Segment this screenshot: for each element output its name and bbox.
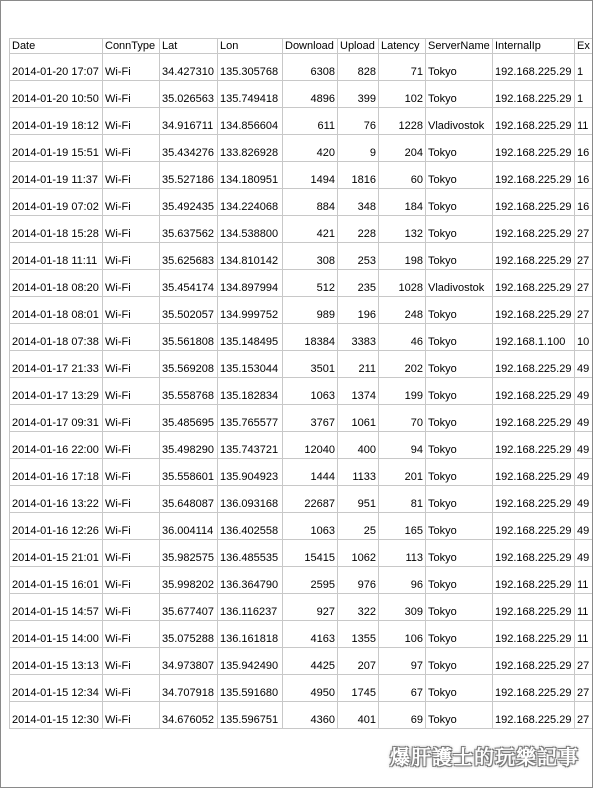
- date-cell[interactable]: 2014-01-18 15:28: [10, 216, 103, 243]
- date-cell[interactable]: 2014-01-16 12:26: [10, 513, 103, 540]
- conntype-cell[interactable]: Wi-Fi: [103, 297, 160, 324]
- date-cell[interactable]: 2014-01-17 21:33: [10, 351, 103, 378]
- servername-cell[interactable]: Tokyo: [426, 594, 493, 621]
- date-cell[interactable]: 2014-01-15 14:00: [10, 621, 103, 648]
- date-cell[interactable]: 2014-01-18 11:11: [10, 243, 103, 270]
- date-cell[interactable]: 2014-01-15 14:57: [10, 594, 103, 621]
- internalip-cell[interactable]: 192.168.225.29: [493, 54, 575, 81]
- lat-cell[interactable]: 34.707918: [160, 675, 218, 702]
- latency-cell[interactable]: 70: [379, 405, 426, 432]
- upload-cell[interactable]: 253: [338, 243, 379, 270]
- download-cell[interactable]: 3767: [283, 405, 338, 432]
- upload-cell[interactable]: 1374: [338, 378, 379, 405]
- internalip-cell[interactable]: 192.168.225.29: [493, 81, 575, 108]
- column-header-conntype[interactable]: ConnType: [103, 39, 160, 54]
- latency-cell[interactable]: 199: [379, 378, 426, 405]
- latency-cell[interactable]: 46: [379, 324, 426, 351]
- download-cell[interactable]: 4896: [283, 81, 338, 108]
- lon-cell[interactable]: 134.856604: [218, 108, 283, 135]
- download-cell[interactable]: 4163: [283, 621, 338, 648]
- lon-cell[interactable]: 134.999752: [218, 297, 283, 324]
- externalip-cell[interactable]: 49: [575, 378, 593, 405]
- download-cell[interactable]: 15415: [283, 540, 338, 567]
- internalip-cell[interactable]: 192.168.225.29: [493, 108, 575, 135]
- table-row: [10, 378, 593, 405]
- upload-cell[interactable]: 228: [338, 216, 379, 243]
- download-cell[interactable]: 22687: [283, 486, 338, 513]
- watermark: 爆肝護士的玩樂記事: [390, 745, 579, 769]
- externalip-cell[interactable]: 49: [575, 486, 593, 513]
- internalip-cell[interactable]: 192.168.225.29: [493, 405, 575, 432]
- table-row: [10, 108, 593, 135]
- conntype-cell[interactable]: Wi-Fi: [103, 378, 160, 405]
- upload-cell[interactable]: 207: [338, 648, 379, 675]
- column-header-upload[interactable]: Upload: [338, 39, 379, 54]
- upload-cell[interactable]: 9: [338, 135, 379, 162]
- conntype-cell[interactable]: Wi-Fi: [103, 108, 160, 135]
- download-cell[interactable]: 512: [283, 270, 338, 297]
- latency-cell[interactable]: 201: [379, 459, 426, 486]
- table-row: [10, 540, 593, 567]
- lon-cell[interactable]: 136.116237: [218, 594, 283, 621]
- latency-cell[interactable]: 96: [379, 567, 426, 594]
- internalip-cell[interactable]: 192.168.225.29: [493, 243, 575, 270]
- lon-cell[interactable]: 135.904923: [218, 459, 283, 486]
- column-header-servername[interactable]: ServerName: [426, 39, 493, 54]
- latency-cell[interactable]: 1028: [379, 270, 426, 297]
- download-cell[interactable]: 1063: [283, 378, 338, 405]
- servername-cell[interactable]: Tokyo: [426, 243, 493, 270]
- conntype-cell[interactable]: Wi-Fi: [103, 81, 160, 108]
- externalip-cell[interactable]: 11: [575, 567, 593, 594]
- upload-cell[interactable]: 1745: [338, 675, 379, 702]
- externalip-cell[interactable]: 49: [575, 540, 593, 567]
- lat-cell[interactable]: 34.427310: [160, 54, 218, 81]
- table-row: [10, 675, 593, 702]
- date-cell[interactable]: 2014-01-18 08:01: [10, 297, 103, 324]
- latency-cell[interactable]: 113: [379, 540, 426, 567]
- date-cell[interactable]: 2014-01-17 13:29: [10, 378, 103, 405]
- lat-cell[interactable]: 35.982575: [160, 540, 218, 567]
- externalip-cell[interactable]: 16: [575, 162, 593, 189]
- lon-cell[interactable]: 135.596751: [218, 702, 283, 729]
- internalip-cell[interactable]: 192.168.225.29: [493, 702, 575, 729]
- table-row: [10, 162, 593, 189]
- lon-cell[interactable]: 136.485535: [218, 540, 283, 567]
- lon-cell[interactable]: 135.743721: [218, 432, 283, 459]
- date-cell[interactable]: 2014-01-15 16:01: [10, 567, 103, 594]
- lon-cell[interactable]: 135.749418: [218, 81, 283, 108]
- internalip-cell[interactable]: 192.168.225.29: [493, 486, 575, 513]
- upload-cell[interactable]: 196: [338, 297, 379, 324]
- latency-cell[interactable]: 165: [379, 513, 426, 540]
- upload-cell[interactable]: 401: [338, 702, 379, 729]
- servername-cell[interactable]: Tokyo: [426, 81, 493, 108]
- externalip-cell[interactable]: 49: [575, 513, 593, 540]
- externalip-cell[interactable]: 27: [575, 675, 593, 702]
- conntype-cell[interactable]: Wi-Fi: [103, 135, 160, 162]
- download-cell[interactable]: 4950: [283, 675, 338, 702]
- servername-cell[interactable]: Tokyo: [426, 189, 493, 216]
- internalip-cell[interactable]: 192.168.225.29: [493, 135, 575, 162]
- lat-cell[interactable]: 35.561808: [160, 324, 218, 351]
- download-cell[interactable]: 2595: [283, 567, 338, 594]
- table-row: [10, 621, 593, 648]
- servername-cell[interactable]: Vladivostok: [426, 270, 493, 297]
- conntype-cell[interactable]: Wi-Fi: [103, 702, 160, 729]
- table-row: [10, 513, 593, 540]
- lat-cell[interactable]: 35.502057: [160, 297, 218, 324]
- lon-cell[interactable]: 135.148495: [218, 324, 283, 351]
- servername-cell[interactable]: Tokyo: [426, 324, 493, 351]
- date-cell[interactable]: 2014-01-19 15:51: [10, 135, 103, 162]
- externalip-cell[interactable]: 16: [575, 135, 593, 162]
- conntype-cell[interactable]: Wi-Fi: [103, 432, 160, 459]
- table-row: [10, 594, 593, 621]
- externalip-cell[interactable]: 11: [575, 594, 593, 621]
- lat-cell[interactable]: 35.998202: [160, 567, 218, 594]
- latency-cell[interactable]: 132: [379, 216, 426, 243]
- lat-cell[interactable]: 35.527186: [160, 162, 218, 189]
- lon-cell[interactable]: 135.182834: [218, 378, 283, 405]
- upload-cell[interactable]: 951: [338, 486, 379, 513]
- latency-cell[interactable]: 60: [379, 162, 426, 189]
- lat-cell[interactable]: 35.492435: [160, 189, 218, 216]
- conntype-cell[interactable]: Wi-Fi: [103, 216, 160, 243]
- externalip-cell[interactable]: 1: [575, 81, 593, 108]
- lat-cell[interactable]: 35.648087: [160, 486, 218, 513]
- externalip-cell[interactable]: 27: [575, 216, 593, 243]
- download-cell[interactable]: 421: [283, 216, 338, 243]
- lon-cell[interactable]: 135.765577: [218, 405, 283, 432]
- table-row: [10, 81, 593, 108]
- externalip-cell[interactable]: 16: [575, 189, 593, 216]
- servername-cell[interactable]: Tokyo: [426, 459, 493, 486]
- table-row: [10, 270, 593, 297]
- upload-cell[interactable]: 400: [338, 432, 379, 459]
- externalip-cell[interactable]: 11: [575, 108, 593, 135]
- lon-cell[interactable]: 135.305768: [218, 54, 283, 81]
- table-row: [10, 459, 593, 486]
- upload-cell[interactable]: 1816: [338, 162, 379, 189]
- download-cell[interactable]: 420: [283, 135, 338, 162]
- lon-cell[interactable]: 136.093168: [218, 486, 283, 513]
- externalip-cell[interactable]: 11: [575, 621, 593, 648]
- conntype-cell[interactable]: Wi-Fi: [103, 405, 160, 432]
- download-cell[interactable]: 884: [283, 189, 338, 216]
- externalip-cell[interactable]: 10: [575, 324, 593, 351]
- lat-cell[interactable]: 34.973807: [160, 648, 218, 675]
- servername-cell[interactable]: Tokyo: [426, 675, 493, 702]
- internalip-cell[interactable]: 192.168.225.29: [493, 189, 575, 216]
- upload-cell[interactable]: 3383: [338, 324, 379, 351]
- externalip-cell[interactable]: 49: [575, 459, 593, 486]
- internalip-cell[interactable]: 192.168.225.29: [493, 297, 575, 324]
- internalip-cell[interactable]: 192.168.225.29: [493, 270, 575, 297]
- conntype-cell[interactable]: Wi-Fi: [103, 243, 160, 270]
- internalip-cell[interactable]: 192.168.225.29: [493, 567, 575, 594]
- column-header-internalip[interactable]: InternalIp: [493, 39, 575, 54]
- column-header-date[interactable]: Date: [10, 39, 103, 54]
- internalip-cell[interactable]: 192.168.225.29: [493, 378, 575, 405]
- latency-cell[interactable]: 248: [379, 297, 426, 324]
- upload-cell[interactable]: 828: [338, 54, 379, 81]
- internalip-cell[interactable]: 192.168.225.29: [493, 648, 575, 675]
- date-cell[interactable]: 2014-01-19 18:12: [10, 108, 103, 135]
- conntype-cell[interactable]: Wi-Fi: [103, 459, 160, 486]
- upload-cell[interactable]: 399: [338, 81, 379, 108]
- conntype-cell[interactable]: Wi-Fi: [103, 513, 160, 540]
- internalip-cell[interactable]: 192.168.225.29: [493, 675, 575, 702]
- servername-cell[interactable]: Tokyo: [426, 486, 493, 513]
- lat-cell[interactable]: 35.026563: [160, 81, 218, 108]
- latency-cell[interactable]: 102: [379, 81, 426, 108]
- latency-cell[interactable]: 67: [379, 675, 426, 702]
- servername-cell[interactable]: Tokyo: [426, 513, 493, 540]
- download-cell[interactable]: 308: [283, 243, 338, 270]
- lon-cell[interactable]: 134.180951: [218, 162, 283, 189]
- latency-cell[interactable]: 1228: [379, 108, 426, 135]
- download-cell[interactable]: 927: [283, 594, 338, 621]
- column-header-latency[interactable]: Latency: [379, 39, 426, 54]
- latency-cell[interactable]: 309: [379, 594, 426, 621]
- upload-cell[interactable]: 1355: [338, 621, 379, 648]
- internalip-cell[interactable]: 192.168.225.29: [493, 432, 575, 459]
- externalip-cell[interactable]: 27: [575, 702, 593, 729]
- table-row: [10, 405, 593, 432]
- date-cell[interactable]: 2014-01-16 17:18: [10, 459, 103, 486]
- lat-cell[interactable]: 35.075288: [160, 621, 218, 648]
- lat-cell[interactable]: 35.677407: [160, 594, 218, 621]
- conntype-cell[interactable]: Wi-Fi: [103, 594, 160, 621]
- table-row: [10, 189, 593, 216]
- date-cell[interactable]: 2014-01-17 09:31: [10, 405, 103, 432]
- lon-cell[interactable]: 135.591680: [218, 675, 283, 702]
- lon-cell[interactable]: 134.538800: [218, 216, 283, 243]
- date-cell[interactable]: 2014-01-15 12:34: [10, 675, 103, 702]
- servername-cell[interactable]: Tokyo: [426, 621, 493, 648]
- column-header-lon[interactable]: Lon: [218, 39, 283, 54]
- lat-cell[interactable]: 35.454174: [160, 270, 218, 297]
- latency-cell[interactable]: 202: [379, 351, 426, 378]
- date-cell[interactable]: 2014-01-15 12:30: [10, 702, 103, 729]
- download-cell[interactable]: 4425: [283, 648, 338, 675]
- column-header-download[interactable]: Download: [283, 39, 338, 54]
- internalip-cell[interactable]: 192.168.225.29: [493, 513, 575, 540]
- date-cell[interactable]: 2014-01-15 21:01: [10, 540, 103, 567]
- conntype-cell[interactable]: Wi-Fi: [103, 621, 160, 648]
- externalip-cell[interactable]: 49: [575, 405, 593, 432]
- lat-cell[interactable]: 34.916711: [160, 108, 218, 135]
- servername-cell[interactable]: Tokyo: [426, 162, 493, 189]
- latency-cell[interactable]: 71: [379, 54, 426, 81]
- servername-cell[interactable]: Tokyo: [426, 135, 493, 162]
- download-cell[interactable]: 611: [283, 108, 338, 135]
- conntype-cell[interactable]: Wi-Fi: [103, 54, 160, 81]
- lon-cell[interactable]: 136.161818: [218, 621, 283, 648]
- externalip-cell[interactable]: 27: [575, 270, 593, 297]
- upload-cell[interactable]: 348: [338, 189, 379, 216]
- externalip-cell[interactable]: 27: [575, 297, 593, 324]
- date-cell[interactable]: 2014-01-18 08:20: [10, 270, 103, 297]
- latency-cell[interactable]: 106: [379, 621, 426, 648]
- conntype-cell[interactable]: Wi-Fi: [103, 540, 160, 567]
- upload-cell[interactable]: 322: [338, 594, 379, 621]
- column-header-externalip[interactable]: Ex: [575, 39, 593, 54]
- lon-cell[interactable]: 134.897994: [218, 270, 283, 297]
- servername-cell[interactable]: Tokyo: [426, 351, 493, 378]
- date-cell[interactable]: 2014-01-16 13:22: [10, 486, 103, 513]
- conntype-cell[interactable]: Wi-Fi: [103, 324, 160, 351]
- table-row: [10, 432, 593, 459]
- internalip-cell[interactable]: 192.168.225.29: [493, 540, 575, 567]
- download-cell[interactable]: 989: [283, 297, 338, 324]
- lat-cell[interactable]: 35.498290: [160, 432, 218, 459]
- date-cell[interactable]: 2014-01-18 07:38: [10, 324, 103, 351]
- download-cell[interactable]: 1444: [283, 459, 338, 486]
- download-cell[interactable]: 4360: [283, 702, 338, 729]
- upload-cell[interactable]: 1061: [338, 405, 379, 432]
- table-row: [10, 297, 593, 324]
- internalip-cell[interactable]: 192.168.1.100: [493, 324, 575, 351]
- upload-cell[interactable]: 1062: [338, 540, 379, 567]
- servername-cell[interactable]: Tokyo: [426, 378, 493, 405]
- servername-cell[interactable]: Tokyo: [426, 54, 493, 81]
- conntype-cell[interactable]: Wi-Fi: [103, 648, 160, 675]
- upload-cell[interactable]: 211: [338, 351, 379, 378]
- table-row: [10, 54, 593, 81]
- upload-cell[interactable]: 25: [338, 513, 379, 540]
- latency-cell[interactable]: 81: [379, 486, 426, 513]
- servername-cell[interactable]: Tokyo: [426, 432, 493, 459]
- latency-cell[interactable]: 184: [379, 189, 426, 216]
- speedtest-results-table: [9, 38, 593, 729]
- conntype-cell[interactable]: Wi-Fi: [103, 189, 160, 216]
- externalip-cell[interactable]: 1: [575, 54, 593, 81]
- externalip-cell[interactable]: 49: [575, 432, 593, 459]
- table-row: [10, 216, 593, 243]
- conntype-cell[interactable]: Wi-Fi: [103, 567, 160, 594]
- conntype-cell[interactable]: Wi-Fi: [103, 270, 160, 297]
- date-cell[interactable]: 2014-01-20 17:07: [10, 54, 103, 81]
- lon-cell[interactable]: 134.810142: [218, 243, 283, 270]
- internalip-cell[interactable]: 192.168.225.29: [493, 621, 575, 648]
- upload-cell[interactable]: 76: [338, 108, 379, 135]
- table-row: [10, 243, 593, 270]
- externalip-cell[interactable]: 27: [575, 648, 593, 675]
- internalip-cell[interactable]: 192.168.225.29: [493, 216, 575, 243]
- internalip-cell[interactable]: 192.168.225.29: [493, 162, 575, 189]
- lat-cell[interactable]: 35.434276: [160, 135, 218, 162]
- servername-cell[interactable]: Tokyo: [426, 540, 493, 567]
- date-cell[interactable]: 2014-01-16 22:00: [10, 432, 103, 459]
- servername-cell[interactable]: Tokyo: [426, 702, 493, 729]
- lat-cell[interactable]: 35.637562: [160, 216, 218, 243]
- conntype-cell[interactable]: Wi-Fi: [103, 351, 160, 378]
- download-cell[interactable]: 12040: [283, 432, 338, 459]
- date-cell[interactable]: 2014-01-20 10:50: [10, 81, 103, 108]
- lat-cell[interactable]: 35.558768: [160, 378, 218, 405]
- latency-cell[interactable]: 97: [379, 648, 426, 675]
- upload-cell[interactable]: 235: [338, 270, 379, 297]
- table-row: [10, 351, 593, 378]
- download-cell[interactable]: 18384: [283, 324, 338, 351]
- lat-cell[interactable]: 34.676052: [160, 702, 218, 729]
- servername-cell[interactable]: Tokyo: [426, 567, 493, 594]
- date-cell[interactable]: 2014-01-19 07:02: [10, 189, 103, 216]
- lon-cell[interactable]: 134.224068: [218, 189, 283, 216]
- externalip-cell[interactable]: 27: [575, 243, 593, 270]
- lon-cell[interactable]: 136.402558: [218, 513, 283, 540]
- latency-cell[interactable]: 204: [379, 135, 426, 162]
- latency-cell[interactable]: 198: [379, 243, 426, 270]
- internalip-cell[interactable]: 192.168.225.29: [493, 594, 575, 621]
- lat-cell[interactable]: 36.004114: [160, 513, 218, 540]
- conntype-cell[interactable]: Wi-Fi: [103, 486, 160, 513]
- servername-cell[interactable]: Tokyo: [426, 216, 493, 243]
- externalip-cell[interactable]: 49: [575, 351, 593, 378]
- column-header-lat[interactable]: Lat: [160, 39, 218, 54]
- servername-cell[interactable]: Tokyo: [426, 648, 493, 675]
- download-cell[interactable]: 1063: [283, 513, 338, 540]
- lat-cell[interactable]: 35.569208: [160, 351, 218, 378]
- download-cell[interactable]: 6308: [283, 54, 338, 81]
- conntype-cell[interactable]: Wi-Fi: [103, 162, 160, 189]
- latency-cell[interactable]: 69: [379, 702, 426, 729]
- lon-cell[interactable]: 135.942490: [218, 648, 283, 675]
- lat-cell[interactable]: 35.625683: [160, 243, 218, 270]
- lon-cell[interactable]: 135.153044: [218, 351, 283, 378]
- servername-cell[interactable]: Tokyo: [426, 297, 493, 324]
- table-row: [10, 702, 593, 729]
- table-row: [10, 324, 593, 351]
- internalip-cell[interactable]: 192.168.225.29: [493, 351, 575, 378]
- download-cell[interactable]: 3501: [283, 351, 338, 378]
- date-cell[interactable]: 2014-01-19 11:37: [10, 162, 103, 189]
- table-row: [10, 648, 593, 675]
- latency-cell[interactable]: 94: [379, 432, 426, 459]
- table-row: [10, 135, 593, 162]
- upload-cell[interactable]: 1133: [338, 459, 379, 486]
- servername-cell[interactable]: Tokyo: [426, 405, 493, 432]
- date-cell[interactable]: 2014-01-15 13:13: [10, 648, 103, 675]
- lon-cell[interactable]: 133.826928: [218, 135, 283, 162]
- conntype-cell[interactable]: Wi-Fi: [103, 675, 160, 702]
- lon-cell[interactable]: 136.364790: [218, 567, 283, 594]
- header-row: [10, 39, 593, 54]
- lat-cell[interactable]: 35.485695: [160, 405, 218, 432]
- table-body: [10, 54, 593, 729]
- download-cell[interactable]: 1494: [283, 162, 338, 189]
- table-row: [10, 486, 593, 513]
- internalip-cell[interactable]: 192.168.225.29: [493, 459, 575, 486]
- table-row: [10, 567, 593, 594]
- servername-cell[interactable]: Vladivostok: [426, 108, 493, 135]
- lat-cell[interactable]: 35.558601: [160, 459, 218, 486]
- upload-cell[interactable]: 976: [338, 567, 379, 594]
